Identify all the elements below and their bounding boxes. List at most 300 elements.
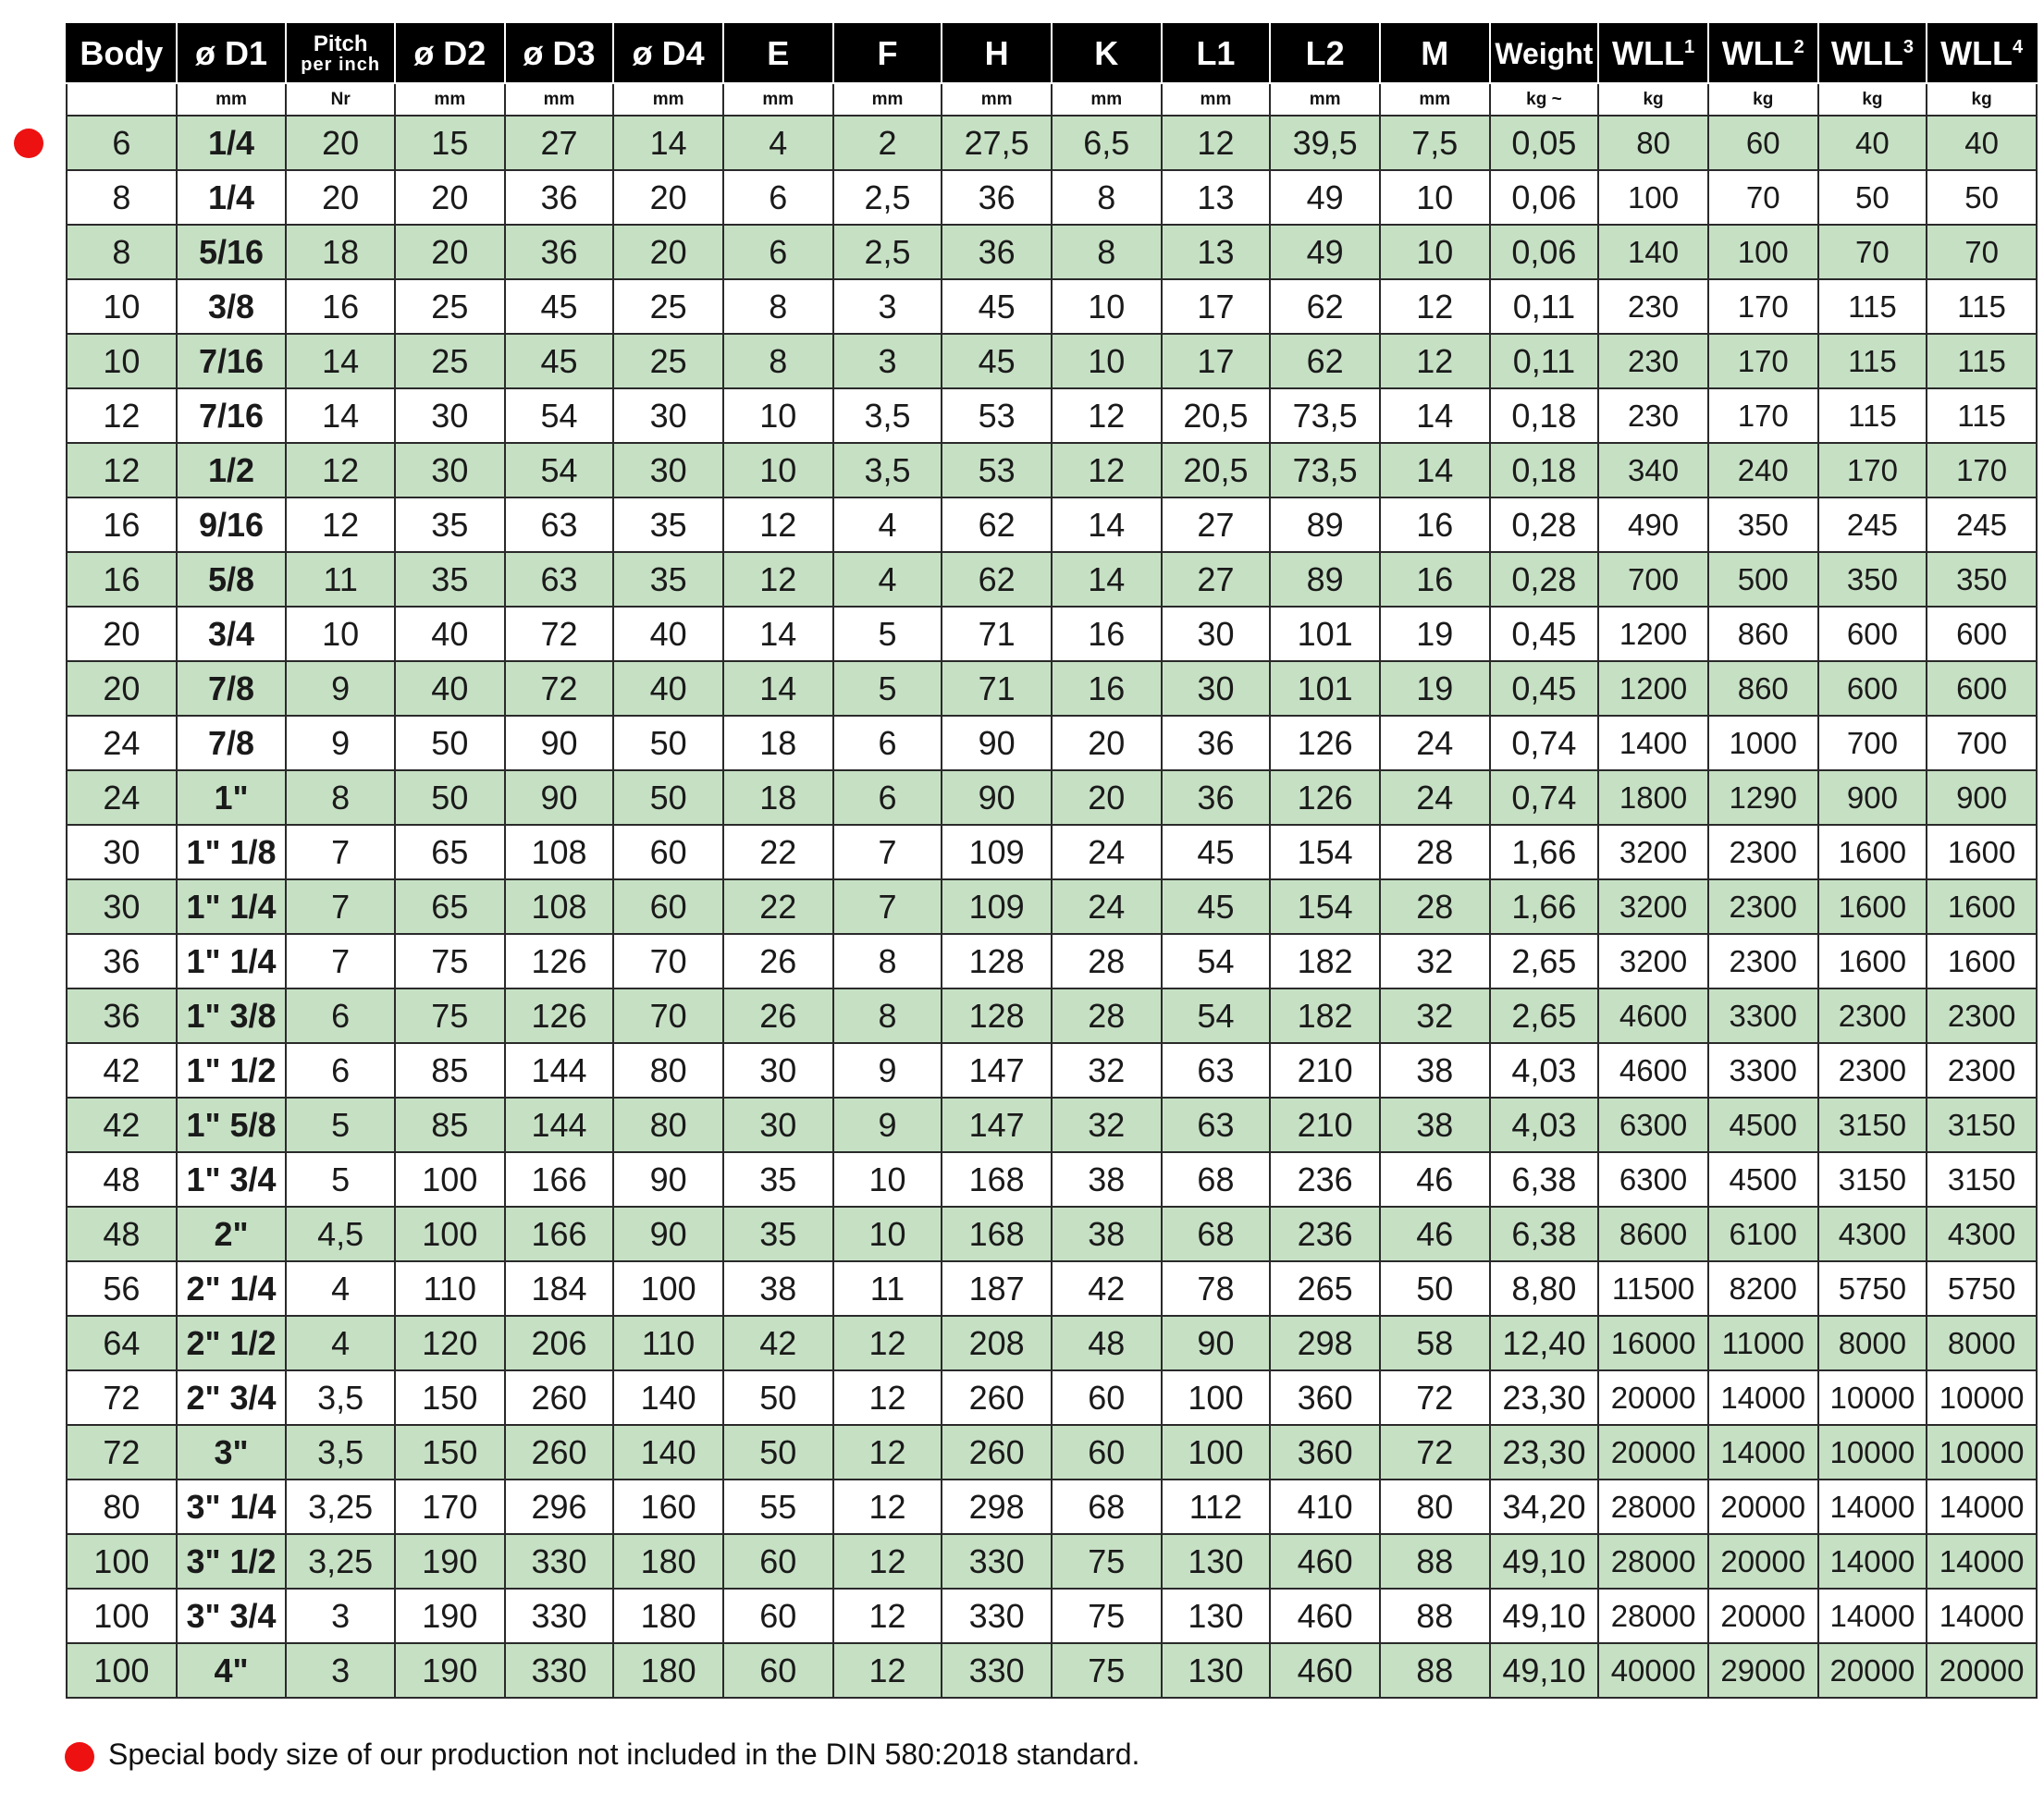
table-cell: 60 xyxy=(1052,1425,1162,1480)
table-cell: 22 xyxy=(723,825,833,879)
table-cell: 12 xyxy=(1052,443,1162,497)
table-cell: 48 xyxy=(67,1152,177,1207)
table-cell: 330 xyxy=(942,1643,1052,1698)
table-cell: 12 xyxy=(1380,334,1490,388)
table-cell: 14 xyxy=(723,661,833,716)
unit-cell: mm xyxy=(1270,83,1380,116)
table-cell: 20 xyxy=(286,116,395,170)
table-row xyxy=(67,1534,2037,1589)
table-cell: 70 xyxy=(1927,225,2037,279)
table-cell: 3150 xyxy=(1818,1098,1927,1152)
table-cell: 1/4 xyxy=(177,116,287,170)
table-cell: 7 xyxy=(833,879,942,934)
table-cell: 72 xyxy=(505,607,614,661)
footnote-text: Special body size of our production not included in the DIN 580:2018 standard. xyxy=(108,1737,1140,1771)
table-cell: 0,45 xyxy=(1490,607,1599,661)
table-cell: 6,38 xyxy=(1490,1207,1599,1261)
table-cell: 40 xyxy=(613,607,723,661)
table-cell: 109 xyxy=(942,879,1052,934)
table-cell: 72 xyxy=(67,1370,177,1425)
table-cell: 80 xyxy=(613,1098,723,1152)
table-cell: 170 xyxy=(395,1480,505,1534)
table-cell: 154 xyxy=(1270,825,1380,879)
table-cell: 58 xyxy=(1380,1316,1490,1370)
table-cell: 8 xyxy=(833,988,942,1043)
table-row xyxy=(67,879,2037,934)
table-cell: 32 xyxy=(1380,988,1490,1043)
table-cell: 18 xyxy=(286,225,395,279)
table-cell: 0,28 xyxy=(1490,497,1599,552)
table-cell: 14 xyxy=(286,388,395,443)
table-cell: 22 xyxy=(723,879,833,934)
table-cell: 12 xyxy=(723,552,833,607)
table-cell: 10 xyxy=(1052,279,1162,334)
table-cell: 88 xyxy=(1380,1643,1490,1698)
table-cell: 108 xyxy=(505,825,614,879)
table-cell: 24 xyxy=(67,770,177,825)
table-cell: 11 xyxy=(286,552,395,607)
table-row xyxy=(67,1152,2037,1207)
table-cell: 90 xyxy=(942,770,1052,825)
table-cell: 100 xyxy=(67,1589,177,1643)
table-cell: 6300 xyxy=(1598,1098,1708,1152)
table-cell: 14000 xyxy=(1927,1534,2037,1589)
table-cell: 298 xyxy=(1270,1316,1380,1370)
table-cell: 0,18 xyxy=(1490,443,1599,497)
table-cell: 90 xyxy=(942,716,1052,770)
table-cell: 5/8 xyxy=(177,552,287,607)
table-row xyxy=(67,1589,2037,1643)
table-cell: 101 xyxy=(1270,661,1380,716)
table-cell: 8 xyxy=(723,279,833,334)
table-cell: 72 xyxy=(67,1425,177,1480)
unit-cell: mm xyxy=(833,83,942,116)
table-cell: 500 xyxy=(1708,552,1818,607)
table-cell: 3" xyxy=(177,1425,287,1480)
table-cell: 10000 xyxy=(1927,1425,2037,1480)
table-cell: 2300 xyxy=(1818,988,1927,1043)
table-cell: 75 xyxy=(1052,1589,1162,1643)
table-cell: 240 xyxy=(1708,443,1818,497)
table-cell: 28000 xyxy=(1598,1534,1708,1589)
table-cell: 128 xyxy=(942,934,1052,988)
table-cell: 45 xyxy=(1162,879,1271,934)
table-cell: 109 xyxy=(942,825,1052,879)
table-cell: 25 xyxy=(395,334,505,388)
table-cell: 115 xyxy=(1818,334,1927,388)
table-cell: 49,10 xyxy=(1490,1589,1599,1643)
table-cell: 12 xyxy=(67,443,177,497)
table-cell: 62 xyxy=(1270,279,1380,334)
table-cell: 2300 xyxy=(1708,879,1818,934)
table-cell: 350 xyxy=(1708,497,1818,552)
table-cell: 206 xyxy=(505,1316,614,1370)
table-cell: 54 xyxy=(505,388,614,443)
table-cell: 6300 xyxy=(1598,1152,1708,1207)
table-cell: 187 xyxy=(942,1261,1052,1316)
table-cell: 73,5 xyxy=(1270,388,1380,443)
table-cell: 24 xyxy=(1052,879,1162,934)
table-cell: 65 xyxy=(395,825,505,879)
unit-cell: kg ~ xyxy=(1490,83,1599,116)
table-cell: 36 xyxy=(942,170,1052,225)
table-cell: 38 xyxy=(1380,1043,1490,1098)
table-cell: 3 xyxy=(286,1589,395,1643)
unit-cell xyxy=(67,83,177,116)
table-cell: 40000 xyxy=(1598,1643,1708,1698)
table-cell: 80 xyxy=(67,1480,177,1534)
table-row xyxy=(67,825,2037,879)
table-cell: 100 xyxy=(1708,225,1818,279)
table-cell: 20000 xyxy=(1708,1480,1818,1534)
table-cell: 10000 xyxy=(1927,1370,2037,1425)
table-cell: 60 xyxy=(723,1534,833,1589)
table-cell: 14 xyxy=(1380,443,1490,497)
table-cell: 460 xyxy=(1270,1643,1380,1698)
table-cell: 80 xyxy=(1598,116,1708,170)
table-cell: 144 xyxy=(505,1098,614,1152)
table-cell: 3,25 xyxy=(286,1534,395,1589)
table-cell: 128 xyxy=(942,988,1052,1043)
table-cell: 88 xyxy=(1380,1534,1490,1589)
table-cell: 1200 xyxy=(1598,661,1708,716)
header-weight: Weight xyxy=(1490,24,1599,83)
table-cell: 20000 xyxy=(1598,1425,1708,1480)
table-cell: 14000 xyxy=(1927,1589,2037,1643)
table-cell: 1600 xyxy=(1927,879,2037,934)
table-cell: 24 xyxy=(1380,770,1490,825)
table-cell: 27,5 xyxy=(942,116,1052,170)
table-cell: 100 xyxy=(395,1152,505,1207)
table-cell: 14000 xyxy=(1708,1425,1818,1480)
table-cell: 90 xyxy=(613,1207,723,1261)
table-cell: 7/8 xyxy=(177,716,287,770)
table-cell: 700 xyxy=(1927,716,2037,770)
unit-cell: mm xyxy=(1052,83,1162,116)
table-cell: 8200 xyxy=(1708,1261,1818,1316)
table-cell: 2300 xyxy=(1708,934,1818,988)
table-cell: 12 xyxy=(833,1316,942,1370)
table-cell: 60 xyxy=(723,1589,833,1643)
table-cell: 50 xyxy=(1818,170,1927,225)
table-cell: 340 xyxy=(1598,443,1708,497)
table-cell: 130 xyxy=(1162,1534,1271,1589)
table-cell: 4600 xyxy=(1598,1043,1708,1098)
table-cell: 0,74 xyxy=(1490,716,1599,770)
table-cell: 35 xyxy=(723,1152,833,1207)
table-cell: 120 xyxy=(395,1316,505,1370)
table-cell: 115 xyxy=(1818,279,1927,334)
table-cell: 3" 1/4 xyxy=(177,1480,287,1534)
table-cell: 2 xyxy=(833,116,942,170)
table-cell: 12 xyxy=(833,1534,942,1589)
table-cell: 7/8 xyxy=(177,661,287,716)
table-cell: 150 xyxy=(395,1425,505,1480)
table-cell: 28000 xyxy=(1598,1589,1708,1643)
table-cell: 7/16 xyxy=(177,334,287,388)
table-cell: 19 xyxy=(1380,607,1490,661)
table-cell: 36 xyxy=(1162,716,1271,770)
table-cell: 36 xyxy=(505,225,614,279)
table-cell: 126 xyxy=(1270,716,1380,770)
table-cell: 265 xyxy=(1270,1261,1380,1316)
unit-cell: mm xyxy=(723,83,833,116)
table-cell: 89 xyxy=(1270,552,1380,607)
table-cell: 230 xyxy=(1598,334,1708,388)
table-row xyxy=(67,1043,2037,1098)
table-cell: 60 xyxy=(723,1643,833,1698)
table-cell: 38 xyxy=(1380,1098,1490,1152)
table-cell: 5 xyxy=(833,607,942,661)
table-body xyxy=(67,116,2037,1698)
table-cell: 12 xyxy=(1162,116,1271,170)
table-cell: 700 xyxy=(1818,716,1927,770)
table-cell: 260 xyxy=(942,1425,1052,1480)
table-cell: 35 xyxy=(613,497,723,552)
table-cell: 900 xyxy=(1927,770,2037,825)
header-d3: ø D3 xyxy=(505,24,614,83)
table-cell: 12 xyxy=(833,1589,942,1643)
table-cell: 126 xyxy=(505,988,614,1043)
table-cell: 10 xyxy=(67,279,177,334)
table-cell: 101 xyxy=(1270,607,1380,661)
table-cell: 100 xyxy=(395,1207,505,1261)
table-cell: 14000 xyxy=(1818,1534,1927,1589)
table-cell: 28 xyxy=(1052,934,1162,988)
table-row xyxy=(67,1643,2037,1698)
table-cell: 460 xyxy=(1270,1534,1380,1589)
table-cell: 10 xyxy=(67,334,177,388)
table-cell: 36 xyxy=(1162,770,1271,825)
table-cell: 360 xyxy=(1270,1370,1380,1425)
table-cell: 0,06 xyxy=(1490,170,1599,225)
table-cell: 80 xyxy=(1380,1480,1490,1534)
table-cell: 50 xyxy=(1927,170,2037,225)
table-cell: 14 xyxy=(286,334,395,388)
table-cell: 3 xyxy=(833,279,942,334)
table-cell: 1" 1/2 xyxy=(177,1043,287,1098)
table-cell: 4500 xyxy=(1708,1152,1818,1207)
table-cell: 9 xyxy=(286,716,395,770)
table-cell: 100 xyxy=(1162,1370,1271,1425)
header-k: K xyxy=(1052,24,1162,83)
table-cell: 330 xyxy=(942,1534,1052,1589)
table-row xyxy=(67,1370,2037,1425)
table-cell: 50 xyxy=(395,770,505,825)
table-cell: 600 xyxy=(1818,607,1927,661)
table-row xyxy=(67,770,2037,825)
table-cell: 150 xyxy=(395,1370,505,1425)
table-cell: 10 xyxy=(1052,334,1162,388)
table-cell: 4,03 xyxy=(1490,1043,1599,1098)
table-cell: 11000 xyxy=(1708,1316,1818,1370)
table-cell: 42 xyxy=(67,1043,177,1098)
table-cell: 600 xyxy=(1818,661,1927,716)
table-cell: 6,38 xyxy=(1490,1152,1599,1207)
table-cell: 72 xyxy=(505,661,614,716)
table-cell: 147 xyxy=(942,1043,1052,1098)
table-cell: 50 xyxy=(395,716,505,770)
table-cell: 28 xyxy=(1052,988,1162,1043)
table-cell: 2300 xyxy=(1927,1043,2037,1098)
unit-cell: mm xyxy=(942,83,1052,116)
table-cell: 115 xyxy=(1927,388,2037,443)
table-cell: 8,80 xyxy=(1490,1261,1599,1316)
table-cell: 170 xyxy=(1708,279,1818,334)
table-cell: 3,25 xyxy=(286,1480,395,1534)
table-cell: 75 xyxy=(395,934,505,988)
table-cell: 3,5 xyxy=(833,443,942,497)
table-cell: 9 xyxy=(833,1043,942,1098)
table-cell: 28 xyxy=(1380,879,1490,934)
table-cell: 360 xyxy=(1270,1425,1380,1480)
table-cell: 70 xyxy=(1708,170,1818,225)
table-cell: 190 xyxy=(395,1534,505,1589)
table-cell: 182 xyxy=(1270,988,1380,1043)
table-cell: 71 xyxy=(942,661,1052,716)
table-cell: 48 xyxy=(67,1207,177,1261)
table-cell: 27 xyxy=(505,116,614,170)
table-cell: 1200 xyxy=(1598,607,1708,661)
table-cell: 30 xyxy=(723,1098,833,1152)
table-cell: 10 xyxy=(1380,170,1490,225)
header-d4: ø D4 xyxy=(613,24,723,83)
table-cell: 14000 xyxy=(1818,1589,1927,1643)
table-cell: 5/16 xyxy=(177,225,287,279)
table-cell: 14 xyxy=(1052,497,1162,552)
table-cell: 12,40 xyxy=(1490,1316,1599,1370)
table-cell: 230 xyxy=(1598,279,1708,334)
table-cell: 1600 xyxy=(1927,934,2037,988)
table-cell: 42 xyxy=(723,1316,833,1370)
table-cell: 115 xyxy=(1818,388,1927,443)
unit-cell: mm xyxy=(395,83,505,116)
table-cell: 3150 xyxy=(1818,1152,1927,1207)
table-cell: 75 xyxy=(1052,1534,1162,1589)
table-cell: 180 xyxy=(613,1534,723,1589)
table-row xyxy=(67,1261,2037,1316)
table-cell: 63 xyxy=(505,497,614,552)
table-cell: 19 xyxy=(1380,661,1490,716)
table-cell: 45 xyxy=(505,334,614,388)
table-cell: 28000 xyxy=(1598,1480,1708,1534)
table-cell: 90 xyxy=(505,770,614,825)
table-cell: 170 xyxy=(1708,334,1818,388)
table-cell: 27 xyxy=(1162,497,1271,552)
table-cell: 70 xyxy=(613,988,723,1043)
table-cell: 1" 1/4 xyxy=(177,934,287,988)
table-cell: 14 xyxy=(613,116,723,170)
table-cell: 45 xyxy=(942,334,1052,388)
table-cell: 30 xyxy=(395,443,505,497)
table-cell: 170 xyxy=(1818,443,1927,497)
table-cell: 29000 xyxy=(1708,1643,1818,1698)
table-cell: 12 xyxy=(833,1643,942,1698)
header-row xyxy=(67,24,2037,83)
table-cell: 20 xyxy=(67,607,177,661)
table-cell: 30 xyxy=(1162,607,1271,661)
table-cell: 1" xyxy=(177,770,287,825)
table-cell: 63 xyxy=(505,552,614,607)
table-cell: 130 xyxy=(1162,1643,1271,1698)
table-cell: 2300 xyxy=(1818,1043,1927,1098)
table-cell: 1/2 xyxy=(177,443,287,497)
table-cell: 0,11 xyxy=(1490,279,1599,334)
table-cell: 35 xyxy=(613,552,723,607)
table-cell: 3,5 xyxy=(286,1425,395,1480)
header-d1: ø D1 xyxy=(177,24,287,83)
table-cell: 90 xyxy=(613,1152,723,1207)
table-cell: 14 xyxy=(1052,552,1162,607)
table-cell: 3/4 xyxy=(177,607,287,661)
table-cell: 63 xyxy=(1162,1098,1271,1152)
table-cell: 260 xyxy=(505,1370,614,1425)
table-cell: 5750 xyxy=(1927,1261,2037,1316)
table-cell: 13 xyxy=(1162,170,1271,225)
table-cell: 32 xyxy=(1052,1043,1162,1098)
table-cell: 0,06 xyxy=(1490,225,1599,279)
table-cell: 1,66 xyxy=(1490,825,1599,879)
table-cell: 90 xyxy=(1162,1316,1271,1370)
table-cell: 1800 xyxy=(1598,770,1708,825)
table-cell: 7/16 xyxy=(177,388,287,443)
table-row xyxy=(67,170,2037,225)
table-cell: 60 xyxy=(613,879,723,934)
table-cell: 10000 xyxy=(1818,1370,1927,1425)
table-cell: 20000 xyxy=(1927,1643,2037,1698)
table-cell: 36 xyxy=(67,988,177,1043)
table-cell: 11500 xyxy=(1598,1261,1708,1316)
table-cell: 8 xyxy=(723,334,833,388)
table-cell: 36 xyxy=(942,225,1052,279)
table-cell: 4300 xyxy=(1927,1207,2037,1261)
table-cell: 46 xyxy=(1380,1207,1490,1261)
table-cell: 24 xyxy=(1380,716,1490,770)
table-cell: 166 xyxy=(505,1207,614,1261)
table-cell: 210 xyxy=(1270,1043,1380,1098)
table-cell: 17 xyxy=(1162,334,1271,388)
table-cell: 0,05 xyxy=(1490,116,1599,170)
table-cell: 160 xyxy=(613,1480,723,1534)
table-cell: 16 xyxy=(1052,607,1162,661)
table-cell: 0,45 xyxy=(1490,661,1599,716)
table-cell: 34,20 xyxy=(1490,1480,1599,1534)
table-cell: 1" 1/4 xyxy=(177,879,287,934)
table-cell: 6 xyxy=(286,1043,395,1098)
table-cell: 166 xyxy=(505,1152,614,1207)
table-cell: 8 xyxy=(67,225,177,279)
table-cell: 75 xyxy=(395,988,505,1043)
table-cell: 1/4 xyxy=(177,170,287,225)
header-e: E xyxy=(723,24,833,83)
table-cell: 140 xyxy=(613,1370,723,1425)
table-cell: 56 xyxy=(67,1261,177,1316)
table-cell: 40 xyxy=(1818,116,1927,170)
table-cell: 8 xyxy=(1052,170,1162,225)
table-cell: 126 xyxy=(505,934,614,988)
table-cell: 16000 xyxy=(1598,1316,1708,1370)
table-cell: 6 xyxy=(723,225,833,279)
table-cell: 64 xyxy=(67,1316,177,1370)
table-cell: 3" 3/4 xyxy=(177,1589,287,1643)
table-cell: 4,03 xyxy=(1490,1098,1599,1152)
table-row xyxy=(67,1316,2037,1370)
table-cell: 170 xyxy=(1708,388,1818,443)
table-cell: 80 xyxy=(613,1043,723,1098)
table-cell: 42 xyxy=(1052,1261,1162,1316)
unit-cell: mm xyxy=(1380,83,1490,116)
table-cell: 18 xyxy=(723,716,833,770)
